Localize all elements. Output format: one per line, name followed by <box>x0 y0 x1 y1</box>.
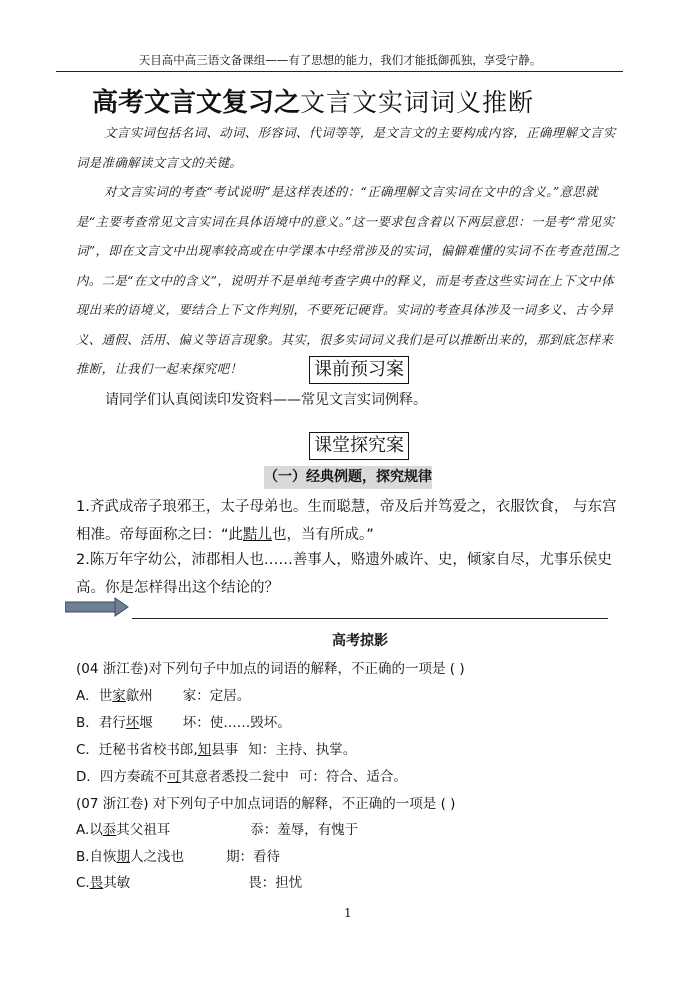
title-part-1: 高考文言文复习之 <box>92 88 301 118</box>
example-2: 2.陈万年字幼公，沛郡相人也……善事人，赂遗外戚许、史，倾家自尽，尤事乐侯史高。你是怎样得出这个结论的？ <box>76 552 612 596</box>
option-text: 其意者悉投二瓮中 <box>180 769 289 785</box>
option-gloss: 畏：担忧 <box>248 875 303 891</box>
question-04-option-a <box>76 684 250 704</box>
option-gloss: 知：主持、执掌。 <box>248 742 357 758</box>
option-text: 其敏 <box>103 875 131 891</box>
page-number: 1 <box>344 906 352 920</box>
question-04-stem: (04 浙江卷)对下列句子中加点的词语的解释，不正确的一项是 ( ) <box>76 661 465 677</box>
option-text: B．君行 <box>76 715 126 731</box>
intro-paragraph-1-text: 文言实词包括名词、动词、形容词、代词等等，是文言文的主要构成内容，正确理解文言实词是准确解读文言文的关键。 <box>76 125 616 170</box>
option-emphasis: 畏 <box>89 875 104 891</box>
option-emphasis: 知 <box>197 742 212 758</box>
question-04-option-d <box>76 765 407 785</box>
option-text: D．四方奏疏不 <box>76 769 168 785</box>
page-header: 天目高中高三语文备课组——有了思想的能力，我们才能抵御孤独，享受宁静。 <box>138 53 542 67</box>
option-text: C. <box>76 875 90 891</box>
option-gloss: 可：符合、适合。 <box>298 769 407 785</box>
header-rule <box>56 71 623 72</box>
option-text: 歙州 <box>125 688 153 704</box>
option-text: A．世 <box>76 688 113 704</box>
preview-instruction: 请同学们认真阅读印发资料——常见文言实词例释。 <box>105 392 427 408</box>
option-emphasis: 可 <box>167 769 181 785</box>
option-gloss: 家：定居。 <box>182 688 251 704</box>
section-heading-inquiry: 课堂探究案 <box>309 432 409 460</box>
option-emphasis: 家 <box>112 688 126 704</box>
example-1-emphasis: 黠儿 <box>243 527 273 543</box>
option-gloss: 忝：羞辱，有愧于 <box>250 822 359 838</box>
question-07-stem: (07 浙江卷) 对下列句子中加点词语的解释，不正确的一项是 ( ) <box>76 796 456 812</box>
question-07-option-a <box>76 818 358 838</box>
intro-paragraph-1 <box>76 118 621 177</box>
example-1 <box>76 493 626 549</box>
question-07-option-b <box>76 845 280 865</box>
option-text: 人之浅也 <box>130 849 185 865</box>
example-1-text-a: 1.齐武成帝子琅邪王，太子母弟也。生而聪慧，帝及后并笃爱之，衣服饮食， 与东宫相准。帝每面称之曰：“此 <box>76 499 617 543</box>
divider-line <box>132 618 608 619</box>
option-emphasis: 坏 <box>125 715 140 731</box>
option-gloss: 坏：使……毁坏。 <box>182 715 291 731</box>
intro-paragraph-2-text: 对文言实词的考查“考试说明”是这样表述的：“正确理解文言实词在文中的含义。”意思就是“主要考查常见文言实词在具体语境中的意义。”这一要求包含着以下两层意思：一是考“常见实词”，即在文言文中出现率较高或在中学课本中经常涉及的实词，偏僻难懂的实词不在考查范围之内。二是“在文中的含义”，说明并不是单纯考查字典中的释义，而是考查这些实词在上下文中体现出来的语境义，要结合上下文作判别，不要死记硬背。实词的考查具体涉及一词多义、古今异义、通假、活用、偏义等语言现象。其实，很多实词词义我们是可以推断出来的，那到底怎样来推断，让我们一起来探究吧！ <box>76 184 620 376</box>
title-part-2: 文言文实词词义推断 <box>300 88 535 117</box>
subsection-heading: （一）经典例题，探究规律 <box>264 466 432 489</box>
question-04-option-b <box>76 711 291 731</box>
option-text: B.自恢 <box>76 849 117 865</box>
arrow-right-icon <box>65 597 129 617</box>
intro-paragraph-2 <box>76 177 621 384</box>
section-heading-preview: 课前预习案 <box>309 356 409 384</box>
option-text: A.以 <box>76 822 103 838</box>
option-gloss: 期：看待 <box>226 849 281 865</box>
question-04-option-c <box>76 738 356 758</box>
option-text: 其父祖耳 <box>116 822 171 838</box>
option-text: 堰 <box>139 715 153 731</box>
option-emphasis: 期 <box>116 849 131 865</box>
example-1-text-b: 也，当有所成。” <box>272 527 374 543</box>
document-title <box>92 82 612 119</box>
option-emphasis: 忝 <box>102 822 117 838</box>
gaokao-heading: 高考掠影 <box>332 633 388 649</box>
option-text: C．迁秘书省校书郎, <box>76 742 198 758</box>
question-07-option-c <box>76 871 302 891</box>
option-text: 县事 <box>211 742 239 758</box>
